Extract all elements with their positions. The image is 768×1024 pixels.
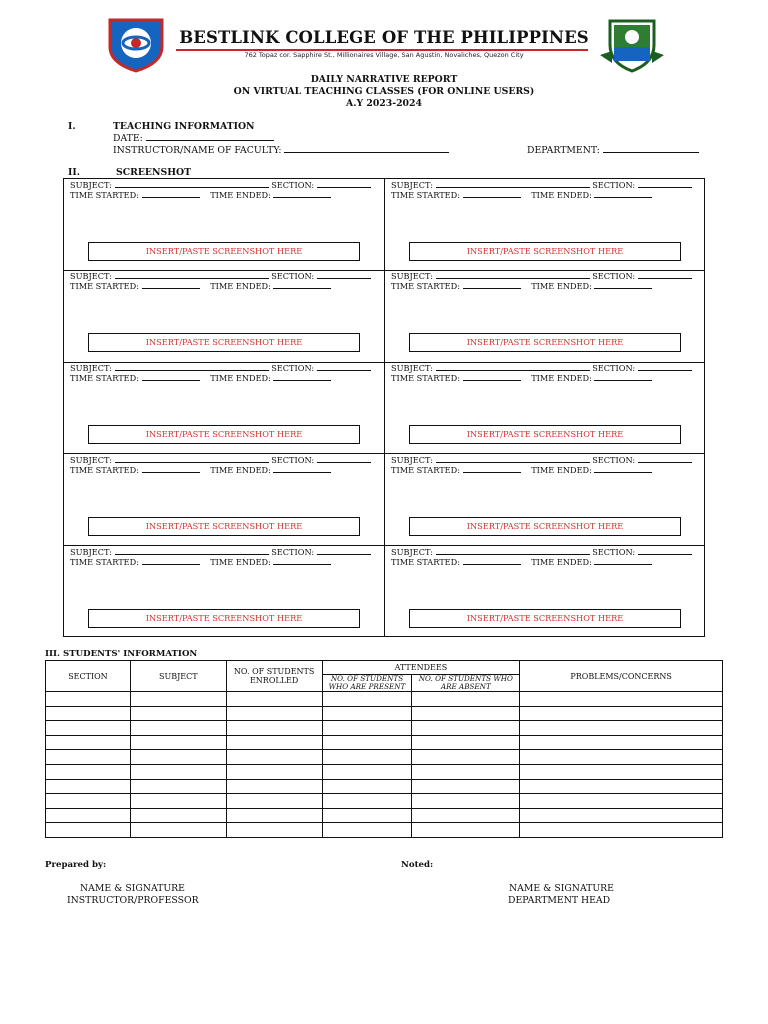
report-title: DAILY NARRATIVE REPORT [310,74,458,85]
time-ended-label: TIME ENDED: [531,465,592,475]
section-label: SECTION: [271,455,315,465]
table-cell[interactable] [226,735,322,750]
table-cell[interactable] [412,692,520,707]
subject-line[interactable] [115,548,269,555]
section-line[interactable] [638,364,692,371]
table-cell[interactable] [130,706,226,721]
table-cell[interactable] [46,823,131,838]
table-cell[interactable] [412,750,520,765]
screenshot-placeholder[interactable]: INSERT/PASTE SCREENSHOT HERE [88,517,360,536]
subject-label: SUBJECT: [70,455,112,465]
column-header-enrolled [226,661,322,692]
teaching-information-heading: TEACHING INFORMATION [113,121,255,132]
table-row [46,721,723,736]
time-started-label: TIME STARTED: [391,373,460,383]
prepared-by-label: Prepared by: [45,860,107,870]
screenshot-placeholder[interactable]: INSERT/PASTE SCREENSHOT HERE [409,425,681,444]
time-ended-label: TIME ENDED: [531,557,592,567]
time-ended-line[interactable] [594,191,652,198]
table-cell[interactable] [130,750,226,765]
subject-label: SUBJECT: [391,271,433,281]
time-ended-label: TIME ENDED: [210,373,271,383]
noted-label: Noted: [401,860,434,870]
section-label: SECTION: [271,180,315,190]
table-row [46,823,723,838]
time-ended-line[interactable] [594,282,652,289]
date-line [146,133,274,141]
screenshot-placeholder[interactable]: INSERT/PASTE SCREENSHOT HERE [409,242,681,261]
screenshot-entry [385,362,705,453]
subject-line[interactable] [115,364,269,371]
date-field[interactable] [113,133,274,144]
screenshot-entry [385,179,705,270]
time-ended-line[interactable] [594,374,652,381]
time-ended-label: TIME ENDED: [210,281,271,291]
section-line[interactable] [317,272,371,279]
time-started-label: TIME STARTED: [391,190,460,200]
table-row [46,794,723,809]
screenshot-entry [385,546,705,637]
time-started-line[interactable] [463,374,521,381]
table-cell[interactable] [226,794,322,809]
table-cell[interactable] [226,706,322,721]
table-cell[interactable] [226,692,322,707]
instructor-line [284,145,449,153]
screenshot-heading: SCREENSHOT [116,167,192,178]
subject-label: SUBJECT: [391,455,433,465]
table-cell[interactable] [226,823,322,838]
time-started-line[interactable] [463,466,521,473]
absent-line-1: NO. OF STUDENTS WHO [418,674,513,683]
table-cell[interactable] [322,706,412,721]
section-label: SECTION: [592,180,636,190]
table-cell[interactable] [46,779,131,794]
section-line[interactable] [638,272,692,279]
time-started-label: TIME STARTED: [70,373,139,383]
column-header-section: SECTION [46,661,131,692]
department-line [603,145,699,153]
subject-line[interactable] [115,456,269,463]
screenshot-placeholder[interactable]: INSERT/PASTE SCREENSHOT HERE [88,425,360,444]
time-started-line[interactable] [142,374,200,381]
section-label: SECTION: [271,547,315,557]
table-cell[interactable] [226,721,322,736]
table-cell[interactable] [322,823,412,838]
subject-label: SUBJECT: [391,547,433,557]
subject-line[interactable] [436,272,590,279]
table-cell[interactable] [412,706,520,721]
section-label: SECTION: [271,363,315,373]
table-cell[interactable] [322,735,412,750]
table-cell[interactable] [322,764,412,779]
section-line[interactable] [317,364,371,371]
time-started-line[interactable] [463,558,521,565]
table-cell[interactable] [520,735,723,750]
table-cell[interactable] [322,808,412,823]
subject-label: SUBJECT: [391,363,433,373]
department-head-role-label: DEPARTMENT HEAD [508,895,611,906]
screenshot-placeholder[interactable]: INSERT/PASTE SCREENSHOT HERE [409,517,681,536]
time-ended-line[interactable] [273,191,331,198]
table-cell[interactable] [130,779,226,794]
report-subtitle: ON VIRTUAL TEACHING CLASSES (FOR ONLINE USERS) [233,86,535,97]
table-cell[interactable] [46,794,131,809]
section-label: SECTION: [592,455,636,465]
date-label: DATE: [113,133,143,144]
section-label: SECTION: [592,363,636,373]
subject-label: SUBJECT: [70,271,112,281]
time-started-label: TIME STARTED: [391,557,460,567]
time-started-line[interactable] [142,191,200,198]
column-header-attendees: ATTENDEES [322,661,520,675]
table-row [46,764,723,779]
section-line[interactable] [638,456,692,463]
subject-line[interactable] [436,548,590,555]
table-cell[interactable] [322,692,412,707]
table-cell[interactable] [46,721,131,736]
section-i-numeral: I. [68,121,76,132]
subject-label: SUBJECT: [391,180,433,190]
table-cell[interactable] [46,808,131,823]
table-cell[interactable] [520,823,723,838]
table-row [46,692,723,707]
table-cell[interactable] [520,750,723,765]
table-cell[interactable] [46,735,131,750]
screenshot-entry [64,179,384,270]
students-information-table [45,660,723,838]
table-cell[interactable] [226,779,322,794]
time-ended-label: TIME ENDED: [531,190,592,200]
section-line[interactable] [317,181,371,188]
table-cell[interactable] [46,764,131,779]
table-cell[interactable] [520,692,723,707]
subject-line[interactable] [436,364,590,371]
table-cell[interactable] [46,706,131,721]
time-started-line[interactable] [142,558,200,565]
department-head-signature-label: NAME & SIGNATURE [509,883,614,894]
table-cell[interactable] [412,764,520,779]
time-started-line[interactable] [142,282,200,289]
table-cell[interactable] [520,794,723,809]
time-ended-label: TIME ENDED: [210,465,271,475]
table-cell[interactable] [520,706,723,721]
screenshot-placeholder[interactable]: INSERT/PASTE SCREENSHOT HERE [409,609,681,628]
table-cell[interactable] [412,794,520,809]
screenshot-placeholder[interactable]: INSERT/PASTE SCREENSHOT HERE [88,242,360,261]
enrolled-line-2: ENROLLED [249,676,299,685]
time-started-label: TIME STARTED: [391,465,460,475]
time-started-line[interactable] [463,191,521,198]
table-cell[interactable] [520,721,723,736]
time-started-label: TIME STARTED: [70,465,139,475]
absent-line-2: ARE ABSENT [440,682,491,691]
instructor-label: INSTRUCTOR/NAME OF FACULTY: [113,145,282,156]
subject-label: SUBJECT: [70,547,112,557]
department-field[interactable] [527,145,699,156]
table-cell[interactable] [412,779,520,794]
college-name: BESTLINK COLLEGE OF THE PHILIPPINES [179,28,589,47]
column-header-subject: SUBJECT [130,661,226,692]
table-cell[interactable] [46,750,131,765]
column-header-present [322,675,412,692]
table-cell[interactable] [412,808,520,823]
table-row [46,706,723,721]
table-cell[interactable] [130,823,226,838]
table-cell[interactable] [130,735,226,750]
time-started-line[interactable] [142,466,200,473]
table-cell[interactable] [520,764,723,779]
time-started-label: TIME STARTED: [70,557,139,567]
screenshot-placeholder[interactable]: INSERT/PASTE SCREENSHOT HERE [409,333,681,352]
section-ii-numeral: II. [68,167,80,178]
screenshot-entry [64,546,384,637]
time-ended-line[interactable] [273,374,331,381]
table-cell[interactable] [520,808,723,823]
time-ended-line[interactable] [273,558,331,565]
section-line[interactable] [317,548,371,555]
column-header-absent [412,675,520,692]
table-row [46,808,723,823]
instructor-field[interactable] [113,145,449,156]
screenshot-entry [64,362,384,453]
time-started-line[interactable] [463,282,521,289]
table-cell[interactable] [130,764,226,779]
instructor-role-label: INSTRUCTOR/PROFESSOR [67,895,199,906]
time-ended-line[interactable] [273,282,331,289]
section-label: SECTION: [271,271,315,281]
screenshot-entry [385,270,705,361]
subject-line[interactable] [436,456,590,463]
section-line[interactable] [638,548,692,555]
time-ended-label: TIME ENDED: [531,373,592,383]
table-cell[interactable] [322,721,412,736]
table-cell[interactable] [226,764,322,779]
present-line-2: WHO ARE PRESENT [328,682,406,691]
time-started-label: TIME STARTED: [70,190,139,200]
table-cell[interactable] [226,750,322,765]
college-address: 762 Topaz cor. Sapphire St., Millionaires Village, San Agustin, Novaliches, Quezon City [244,51,524,59]
table-cell[interactable] [130,721,226,736]
screenshot-entry [385,454,705,545]
time-ended-line[interactable] [594,558,652,565]
subject-line[interactable] [115,181,269,188]
table-row [46,750,723,765]
table-cell[interactable] [226,808,322,823]
time-ended-label: TIME ENDED: [210,190,271,200]
table-row [46,779,723,794]
time-ended-line[interactable] [594,466,652,473]
section-label: SECTION: [592,547,636,557]
screenshot-entry [64,454,384,545]
section-line[interactable] [317,456,371,463]
instructor-signature-label: NAME & SIGNATURE [80,883,185,894]
subject-line[interactable] [115,272,269,279]
time-started-label: TIME STARTED: [70,281,139,291]
screenshot-placeholder[interactable]: INSERT/PASTE SCREENSHOT HERE [88,333,360,352]
subject-label: SUBJECT: [70,363,112,373]
table-cell[interactable] [130,794,226,809]
table-cell[interactable] [46,692,131,707]
table-cell[interactable] [130,808,226,823]
table-cell[interactable] [412,735,520,750]
academic-year: A.Y 2023-2024 [346,98,422,109]
table-cell[interactable] [322,794,412,809]
screenshot-placeholder[interactable]: INSERT/PASTE SCREENSHOT HERE [88,609,360,628]
table-cell[interactable] [412,823,520,838]
subject-label: SUBJECT: [70,180,112,190]
time-ended-label: TIME ENDED: [531,281,592,291]
column-header-problems: PROBLEMS/CONCERNS [520,661,723,692]
screenshot-entry [64,270,384,361]
table-cell[interactable] [130,692,226,707]
table-cell[interactable] [322,779,412,794]
section-label: SECTION: [592,271,636,281]
enrolled-line-1: NO. OF STUDENTS [233,667,315,676]
students-information-heading: III. STUDENTS' INFORMATION [45,649,198,659]
present-line-1: NO. OF STUDENTS [330,674,404,683]
time-started-label: TIME STARTED: [391,281,460,291]
table-cell[interactable] [520,779,723,794]
time-ended-label: TIME ENDED: [210,557,271,567]
subject-line[interactable] [436,181,590,188]
table-cell[interactable] [322,750,412,765]
time-ended-line[interactable] [273,466,331,473]
table-row [46,735,723,750]
table-cell[interactable] [412,721,520,736]
department-label: DEPARTMENT: [527,145,600,156]
section-line[interactable] [638,181,692,188]
